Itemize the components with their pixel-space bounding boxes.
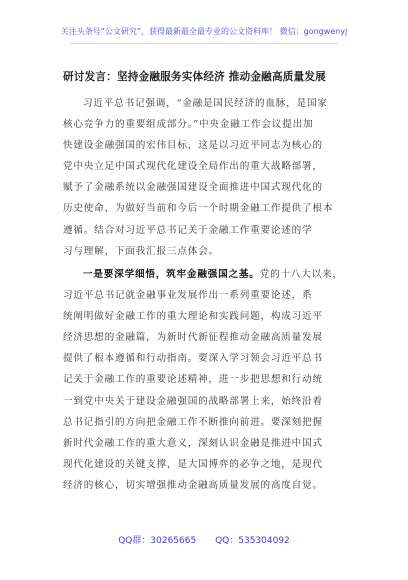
paragraph-intro (63, 93, 344, 262)
paragraph-line: 提供了根本遵循和行动指南。要深入学习领会习近平总书 (63, 353, 323, 365)
paragraph-line: 习近平总书记就金融事业发展作出一系列重要论述，系 (63, 290, 313, 302)
paragraph-line: 记关于金融工作的重要论述精神，进一步把思想和行动统 (63, 374, 323, 386)
paragraph-line: 习与理解，下面我汇报三点体会。 (63, 245, 219, 257)
paragraph-line: 一到党中央关于建设金融强国的战略部署上来，始终沿着 (63, 395, 323, 407)
document-title: 研讨发言：坚持金融服务实体经济 推动金融高质量发展 (63, 71, 326, 83)
header-banner: 关注头条号“公文研究”，获得最新最全最专业的公文资料库！ 微信：gongwenyj (60, 27, 348, 36)
paragraph-line: 新时代金融工作的重大意义，深刻认识金融是推进中国式 (63, 437, 323, 449)
footer-qq: QQ：535304092 (215, 536, 290, 546)
paragraph-line: 党中央立足中国式现代化建设全局作出的重大战略部署， (63, 161, 323, 173)
paragraph-line: 遵循。结合对习近平总书记关于金融工作重要论述的学 (63, 224, 313, 236)
paragraph-line (63, 264, 344, 285)
point-one-text: 党的十八大以来， (259, 269, 343, 280)
paragraph-line: 习近平总书记强调，“金融是国民经济的血脉，是国家 (83, 98, 328, 109)
paragraph-line: 历史使命，为做好当前和今后一个时期金融工作提供了根本 (63, 203, 334, 215)
paragraph-line: 核心竞争力的重要组成部分。”中央金融工作会议提出加 (63, 119, 314, 131)
paragraph-line: 统阐明做好金融工作的重大理论和实践问题，构成习近平 (63, 311, 323, 323)
paragraph-line: 快建设金融强国的宏伟目标，这是以习近平同志为核心的 (63, 140, 323, 152)
paragraph-line: 经济的核心，切实增强推动金融高质量发展的高度自觉。 (63, 479, 323, 491)
footer-contact (0, 535, 408, 547)
paragraph-line: 总书记指引的方向把金融工作不断推向前进。要深刻把握 (63, 416, 323, 428)
header-divider (70, 43, 338, 44)
point-one-heading: 一是要深学细悟，筑牢金融强国之基。 (83, 269, 260, 280)
paragraph-line: 经济思想的金融篇，为新时代新征程推动金融高质量发展 (63, 332, 323, 344)
paragraph-point-one (63, 264, 344, 496)
footer-qq-group: QQ群：30265665 (118, 536, 197, 546)
paragraph-line: 现代化建设的关键支撑，是大国博弈的必争之地，是现代 (63, 458, 323, 470)
paragraph-line: 赋予了金融系统以金融强国建设全面推进中国式现代化的 (63, 182, 323, 194)
